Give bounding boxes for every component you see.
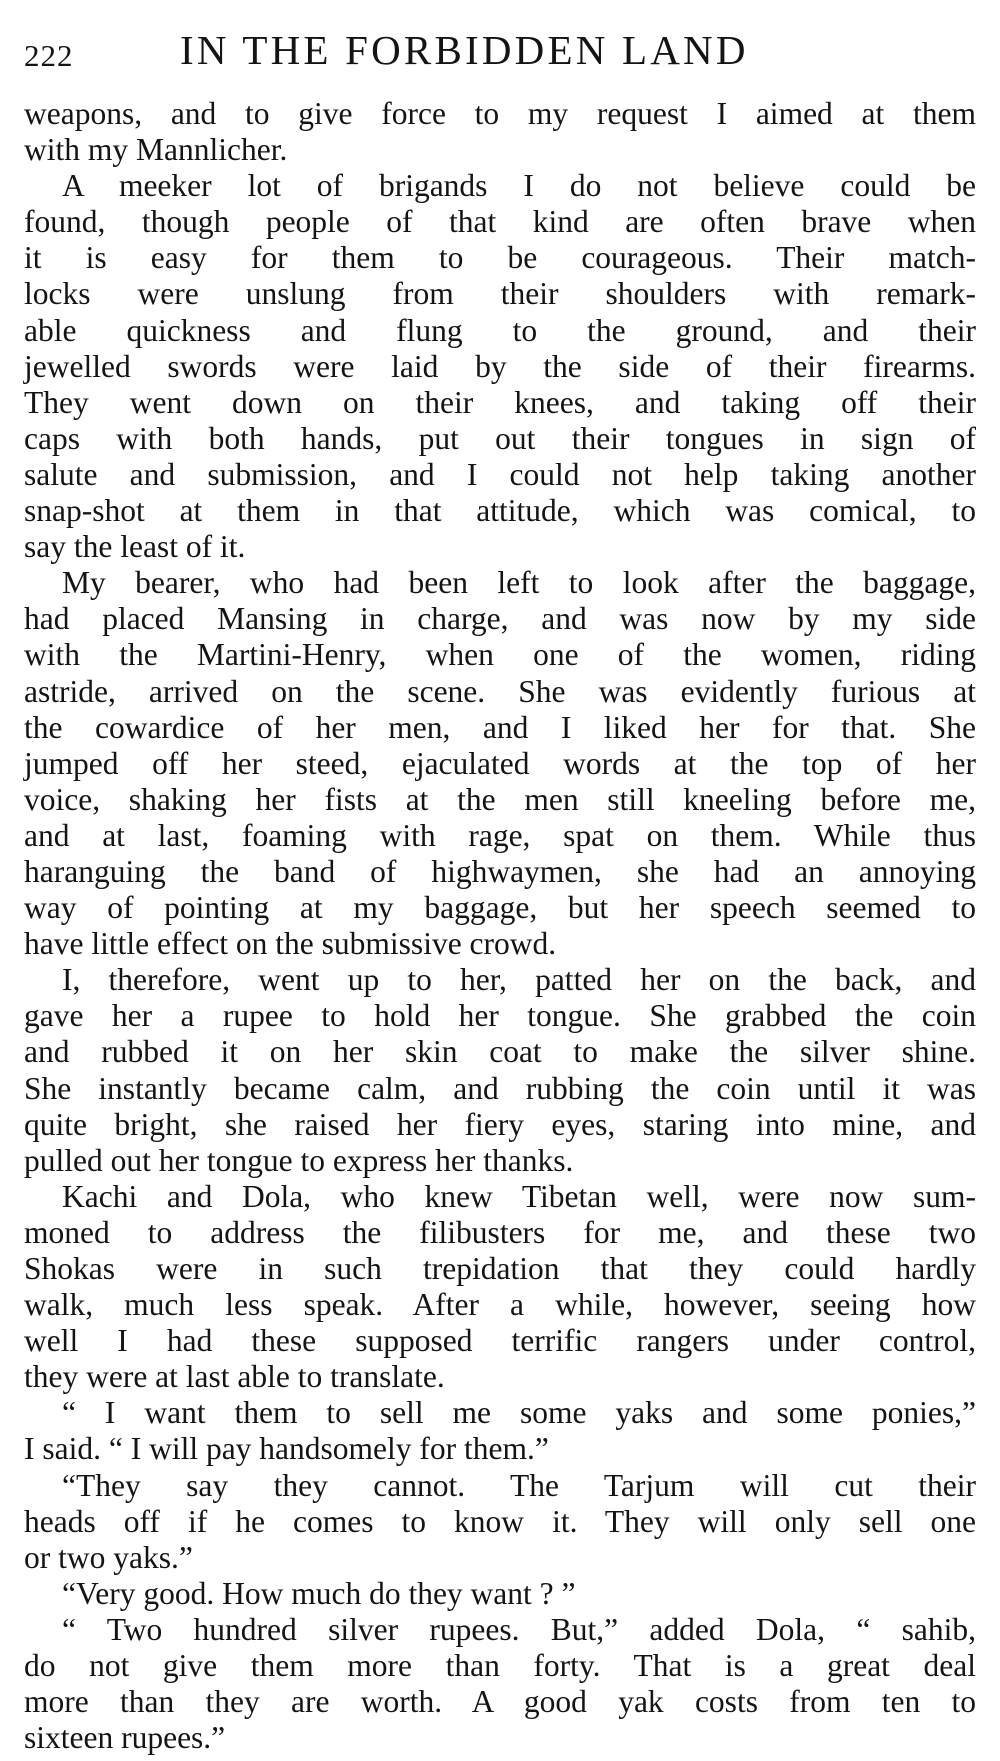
running-head <box>24 26 976 94</box>
text-line: or two yaks.” <box>24 1539 193 1575</box>
text-line: it is easy for them to be courageous. Their match- <box>24 240 976 276</box>
paragraph <box>24 1576 976 1612</box>
text-line: They went down on their knees, and taking off their <box>24 384 976 420</box>
text-line: “ I want them to sell me some yaks and some ponies,” <box>62 1395 976 1431</box>
paragraph <box>24 1395 976 1467</box>
paragraph <box>24 1468 976 1576</box>
paragraph <box>24 1612 976 1756</box>
paragraph <box>24 962 976 1179</box>
paragraph <box>24 565 976 962</box>
text-line: weapons, and to give force to my request I aimed at them <box>24 96 976 131</box>
text-line: caps with both hands, put out their tongues in sign of <box>24 420 976 456</box>
text-line: they were at last able to translate. <box>24 1359 445 1395</box>
text-line: and at last, foaming with rage, spat on them. While thus <box>24 817 976 853</box>
paragraph <box>24 1179 976 1396</box>
text-line: jumped off her steed, ejaculated words at the top of her <box>24 745 976 781</box>
text-line: voice, shaking her fists at the men still kneeling before me, <box>24 781 976 817</box>
text-line: snap-shot at them in that attitude, which was comical, to <box>24 493 976 529</box>
text-line: walk, much less speak. After a while, however, seeing how <box>24 1287 976 1323</box>
text-line: with the Martini-Henry, when one of the women, riding <box>24 637 976 673</box>
text-line: “Very good. How much do they want ? ” <box>62 1575 576 1611</box>
book-page <box>24 26 976 1756</box>
text-line: locks were unslung from their shoulders with remark- <box>24 276 976 312</box>
text-line: salute and submission, and I could not help taking another <box>24 456 976 492</box>
paragraph <box>24 168 976 565</box>
running-title: IN THE FORBIDDEN LAND <box>180 27 749 73</box>
text-line: had placed Mansing in charge, and was now by my side <box>24 601 976 637</box>
text-line: quite bright, she raised her fiery eyes, staring into mine, and <box>24 1106 976 1142</box>
text-line: way of pointing at my baggage, but her speech seemed to <box>24 890 976 926</box>
text-line: the cowardice of her men, and I liked her for that. She <box>24 709 976 745</box>
paragraph <box>24 96 976 168</box>
text-line: astride, arrived on the scene. She was evidently furious at <box>24 673 976 709</box>
text-line: with my Mannlicher. <box>24 132 288 168</box>
text-line: A meeker lot of brigands I do not believe could be <box>62 168 976 204</box>
text-line: more than they are worth. A good yak costs from ten to <box>24 1684 976 1720</box>
text-line: jewelled swords were laid by the side of their firearms. <box>24 348 976 384</box>
text-line: heads off if he comes to know it. They will only sell one <box>24 1503 976 1539</box>
text-line: able quickness and flung to the ground, and their <box>24 312 976 348</box>
text-line: pulled out her tongue to express her thanks. <box>24 1142 574 1178</box>
text-line: haranguing the band of highwaymen, she had an annoying <box>24 853 976 889</box>
text-line: have little effect on the submissive crowd. <box>24 926 557 962</box>
text-line: My bearer, who had been left to look after the baggage, <box>62 565 976 601</box>
text-line: I said. “ I will pay handsomely for them.” <box>24 1431 549 1467</box>
text-line: found, though people of that kind are often brave when <box>24 204 976 240</box>
text-line: Shokas were in such trepidation that they could hardly <box>24 1251 976 1286</box>
text-line: “They say they cannot. The Tarjum will cut their <box>62 1467 976 1503</box>
text-line: “ Two hundred silver rupees. But,” added Dola, “ sahib, <box>62 1611 976 1647</box>
text-line: I, therefore, went up to her, patted her on the back, and <box>62 962 976 998</box>
text-line: gave her a rupee to hold her tongue. She grabbed the coin <box>24 998 976 1034</box>
text-line: Kachi and Dola, who knew Tibetan well, were now sum- <box>62 1178 976 1214</box>
page-number: 222 <box>24 38 74 73</box>
text-line: well I had these supposed terrific rangers under control, <box>24 1323 976 1359</box>
text-line: sixteen rupees.” <box>24 1720 226 1756</box>
text-line: say the least of it. <box>24 529 246 565</box>
body-text <box>24 96 976 1756</box>
text-line: She instantly became calm, and rubbing the coin until it was <box>24 1070 976 1106</box>
text-line: do not give them more than forty. That is a great deal <box>24 1648 976 1684</box>
text-line: and rubbed it on her skin coat to make the silver shine. <box>24 1034 976 1070</box>
text-line: moned to address the filibusters for me, and these two <box>24 1214 976 1250</box>
